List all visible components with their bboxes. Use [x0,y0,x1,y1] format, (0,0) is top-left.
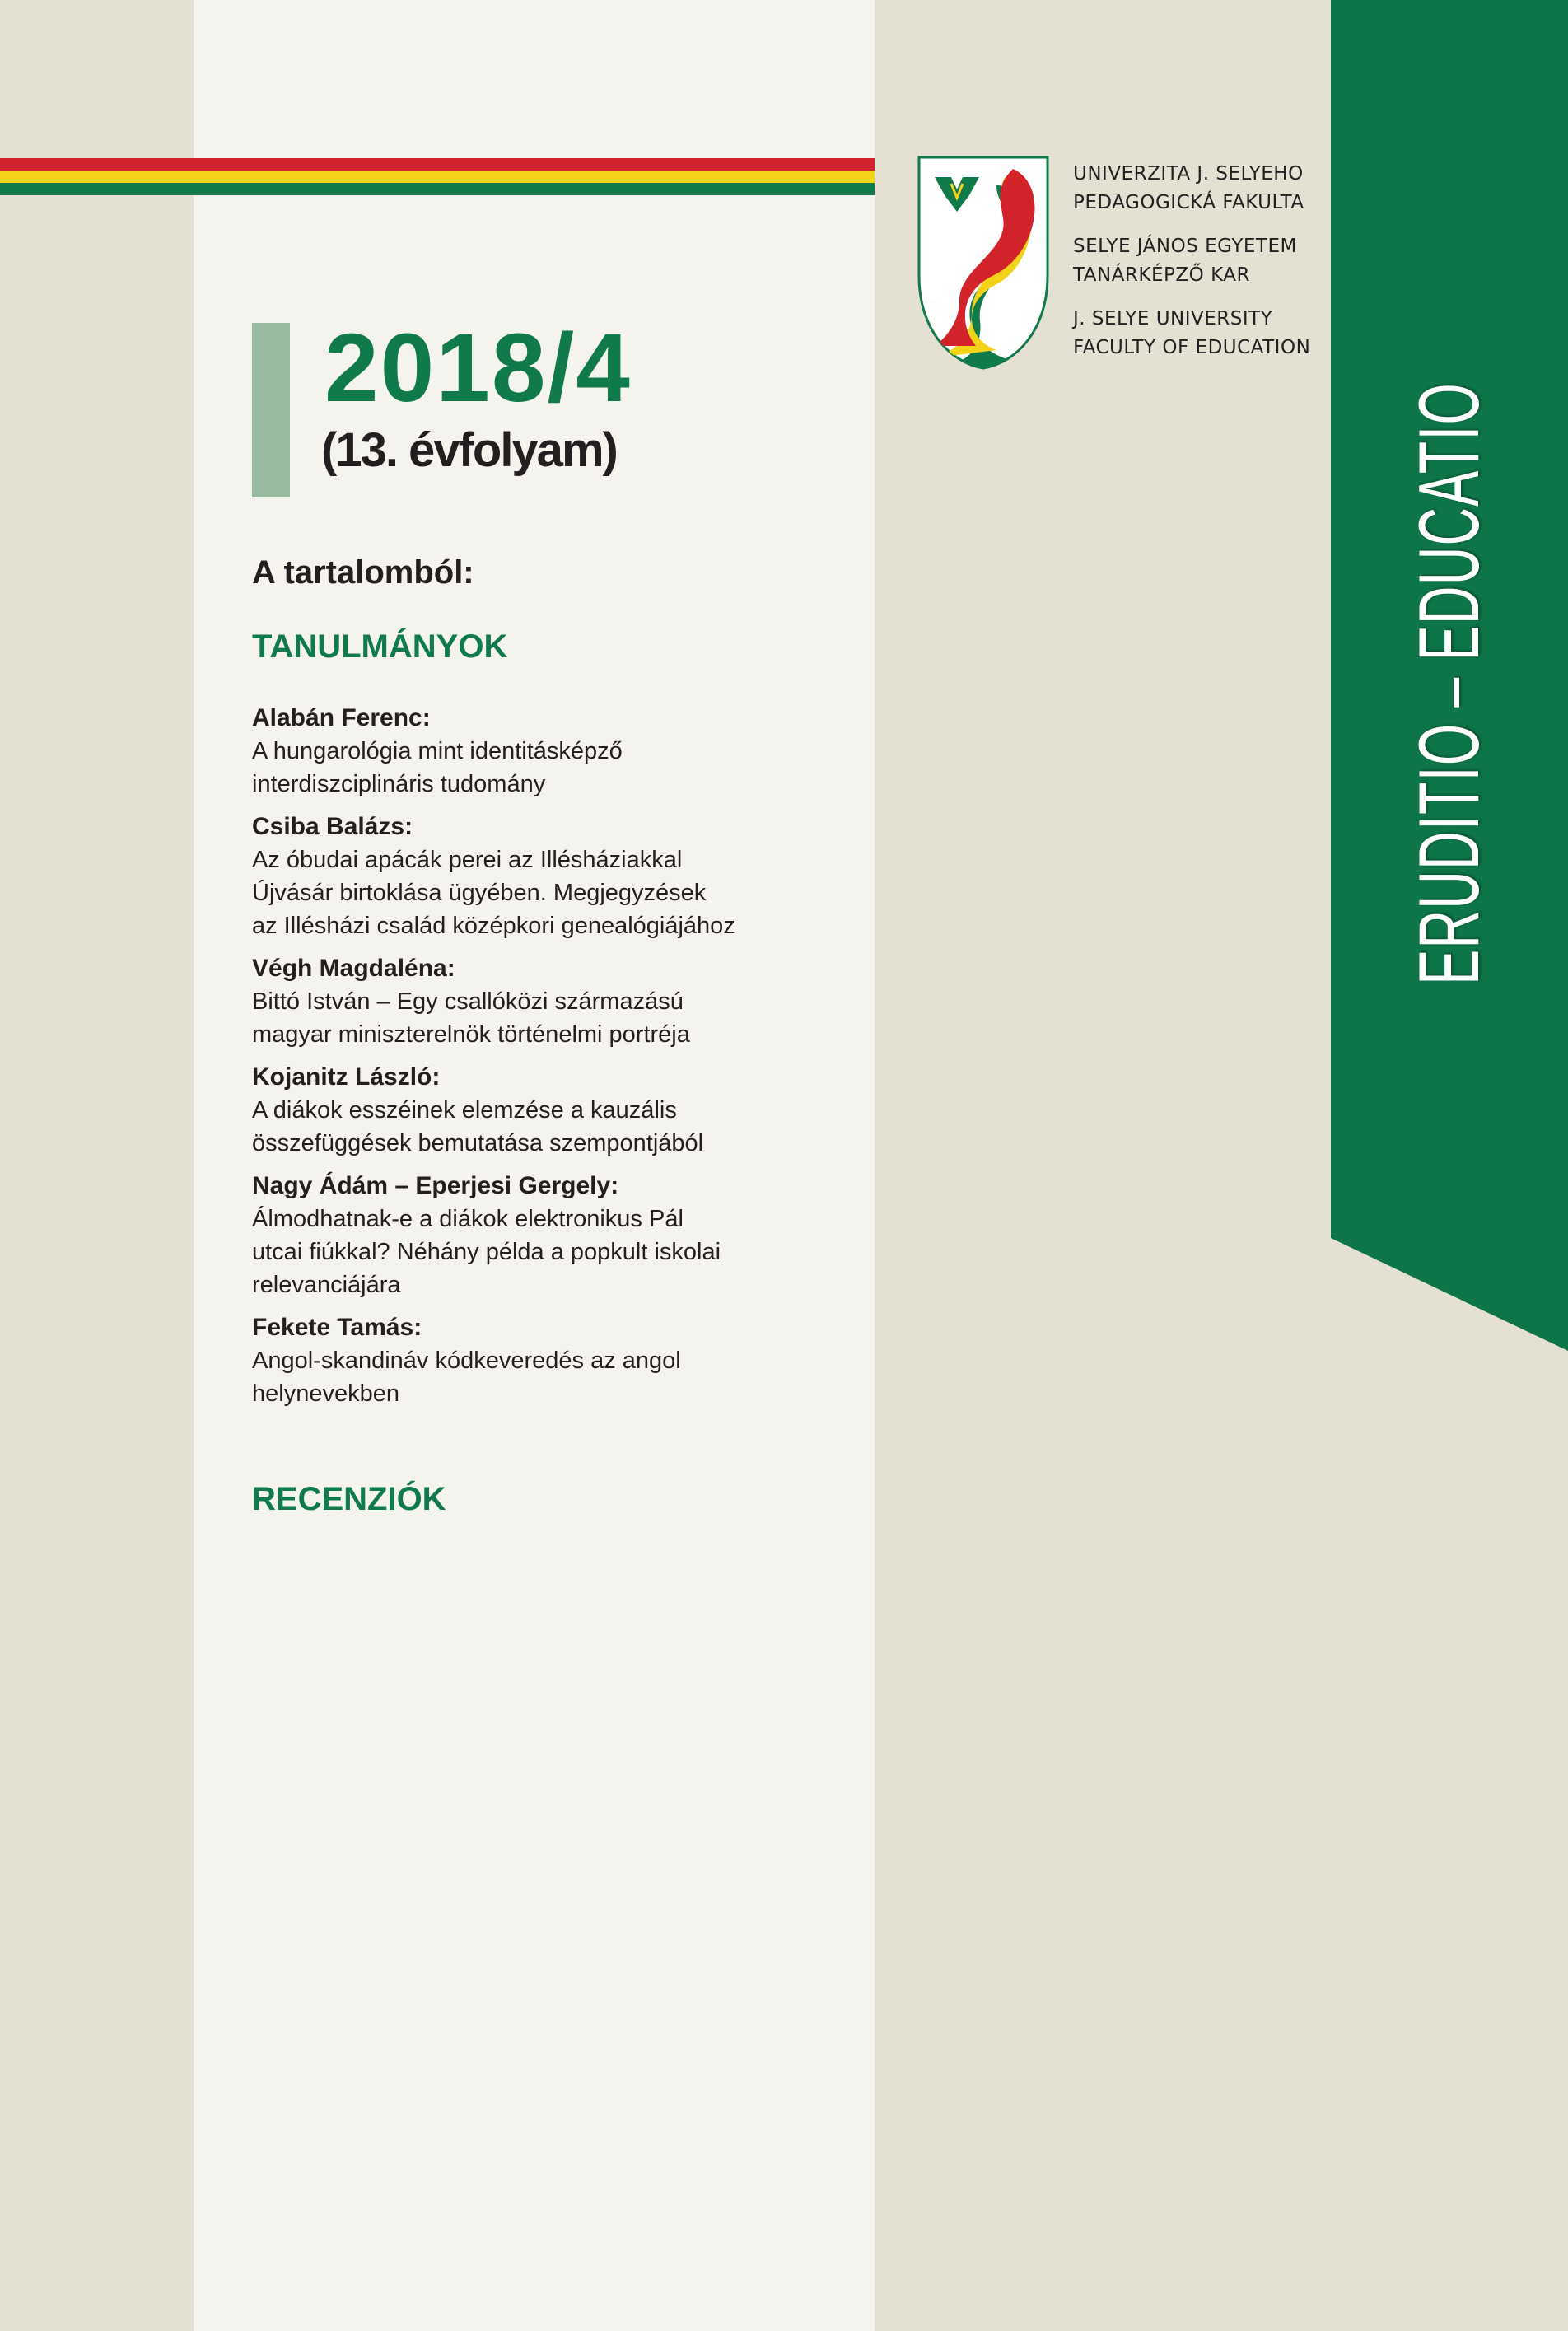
article-title: Az óbudai apácák perei az Illésháziakkal Újvásár birtoklása ügyében. Megjegyzések az Illésházi család középkori genealógiájához [252,847,735,939]
article-author: Csiba Balázs: [252,813,413,840]
affiliation-line: FACULTY OF EDUCATION [1073,337,1311,358]
studies-heading: TANULMÁNYOK [252,628,508,665]
article-author: Alabán Ferenc: [252,704,431,731]
affiliation-line: UNIVERZITA J. SELYEHO [1073,163,1304,185]
affiliation-line: SELYE JÁNOS EGYETEM [1073,236,1297,257]
issue-volume: (13. évfolyam) [321,423,617,477]
contents-heading: A tartalomból: [252,554,474,591]
article-author: Kojanitz László: [252,1063,441,1091]
article-title: A diákok esszéinek elemzése a kauzális összefüggések bemutatása szempontjából [252,1097,704,1156]
university-affiliations [1073,160,1320,377]
article-item [252,1170,828,1301]
article-title: Álmodhatnak-e a diákok elektronikus Pál utcai fiúkkal? Néhány példa a popkult iskolai relevanciájára [252,1206,721,1298]
affiliation-slovak [1073,160,1320,217]
affiliation-hungarian [1073,232,1320,290]
article-item [252,1311,828,1410]
issue-number: 2018/4 [324,314,632,423]
article-title: Bittó István – Egy csallóközi származású magyar miniszterelnök történelmi portréja [252,988,690,1048]
university-logo-icon [914,152,1052,371]
journal-title [1392,382,1507,985]
issue-accent-bar [252,323,290,497]
article-title: Angol-skandináv kódkeveredés az angol helynevekben [252,1348,681,1407]
stripe-red [0,158,875,171]
article-item [252,952,828,1051]
stripe-yellow [0,171,875,183]
article-list [252,702,828,1420]
journal-title-text: ERUDITIO – EDUCATIO [1402,382,1497,985]
affiliation-line: TANÁRKÉPZŐ KAR [1073,264,1250,286]
article-item [252,1061,828,1160]
reviews-heading: RECENZIÓK [252,1481,446,1517]
stripe-green [0,183,875,195]
article-item [252,810,828,942]
article-author: Fekete Tamás: [252,1314,422,1341]
article-author: Nagy Ádám – Eperjesi Gergely: [252,1172,619,1199]
article-item [252,702,828,801]
article-author: Végh Magdaléna: [252,955,455,982]
affiliation-english [1073,305,1320,362]
affiliation-line: J. SELYE UNIVERSITY [1073,308,1273,329]
affiliation-line: PEDAGOGICKÁ FAKULTA [1073,192,1304,213]
article-title: A hungarológia mint identitásképző interdiszciplináris tudomány [252,738,623,797]
